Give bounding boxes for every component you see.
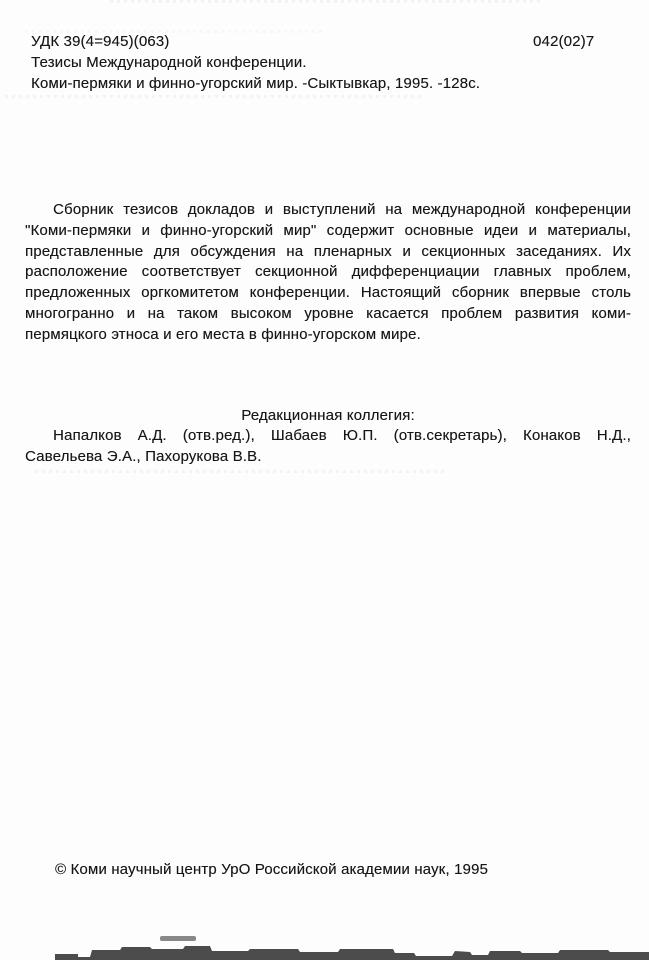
- abstract-line-5: предложенных оргкомитетом конференции. Настоящий сборник впервые столь: [25, 284, 631, 302]
- abstract-paragraph: [25, 200, 631, 346]
- scan-artifact-band: [0, 944, 649, 960]
- abstract-line-3: представленные для обсуждения на пленарных и секционных заседаниях. Их: [25, 242, 631, 260]
- scan-noise-under-header: [5, 95, 425, 98]
- editorial-heading: Редакционная коллегия:: [241, 407, 415, 424]
- scan-noise-top: [110, 0, 540, 3]
- abstract-line-2: "Коми-пермяки и финно-угорский мир" содержит основные идеи и материалы,: [25, 221, 631, 239]
- copyright-line: © Коми научный центр УрО Российской академии наук, 1995: [55, 861, 488, 878]
- abstract-line-7: пермяцкого этноса и его места в финно-угорском мире.: [25, 325, 421, 343]
- abstract-line-4: расположение соответствует секционной дифференциации главных проблем,: [25, 263, 631, 281]
- classification-index: 042(02)7: [533, 33, 595, 50]
- bibliographic-header: [31, 32, 591, 94]
- scan-noise-middle: [35, 470, 445, 473]
- abstract-line-6: многогранно и на таком высоком уровне касается проблем развития коми-: [25, 304, 631, 322]
- abstract-line-1: Сборник тезисов докладов и выступлений на международной конференции: [53, 201, 631, 218]
- editorial-members-line-2: Савельева Э.А., Пахорукова В.В.: [25, 447, 262, 465]
- bibliography-line: Коми-пермяки и финно-угорский мир. -Сыктывкар, 1995. -128с.: [31, 74, 481, 92]
- scan-artifact-blob: [160, 936, 196, 941]
- editorial-members: [25, 426, 631, 468]
- editorial-members-line-1: Напалков А.Д. (отв.ред.), Шабаев Ю.П. (отв.секретарь), Конаков Н.Д.,: [53, 427, 631, 444]
- udk-number: УДК 39(4=945)(063): [31, 33, 170, 50]
- series-line: Тезисы Международной конференции.: [31, 53, 307, 71]
